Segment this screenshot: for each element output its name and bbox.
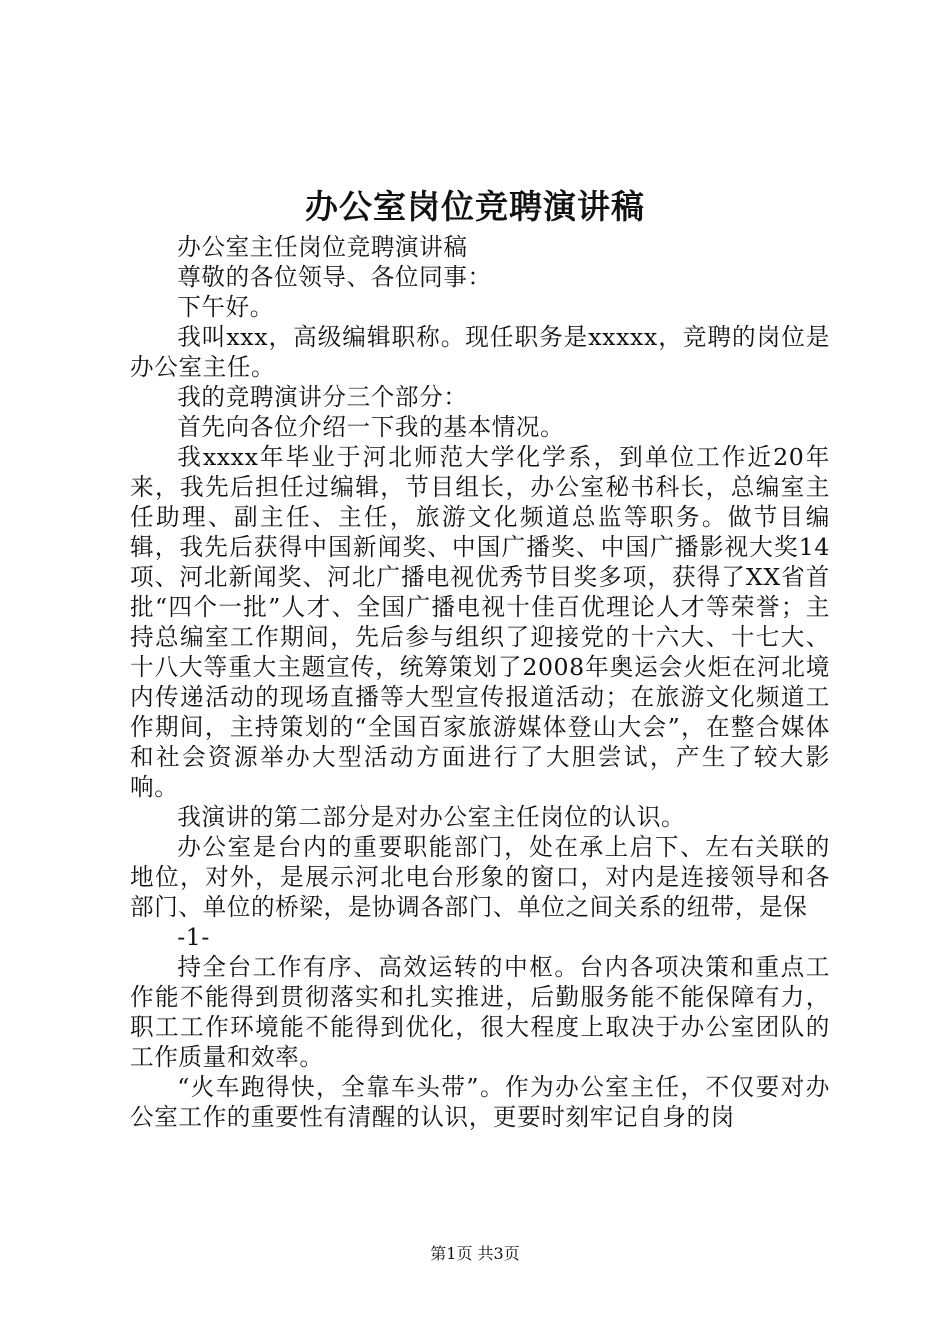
paragraph: 我xxxx年毕业于河北师范大学化学系，到单位工作近20年来，我先后担任过编辑，节目组长，办公室秘书科长，总编室主任助理、副主任、主任，旅游文化频道总监等职务。做节目编辑，我先后获得中国新闻奖、中国广播奖、中国广播影视大奖14项、河北新闻奖、河北广播电视优秀节目奖多项，获得了XX省首批“四个一批”人才、全国广播电视十佳百优理论人才等荣誉；主持总编室工作期间，先后参与组织了迎接党的十六大、十七大、十八大等重大主题宣传，统筹策划了2008年奥运会火炬在河北境内传递活动的现场直播等大型宣传报道活动；在旅游文化频道工作期间，主持策划的“全国百家旅游媒体登山大会”，在整合媒体和社会资源举办大型活动方面进行了大胆尝试，产生了较大影响。 <box>130 443 830 801</box>
paragraph: 我演讲的第二部分是对办公室主任岗位的认识。 <box>177 803 686 831</box>
paragraph: 首先向各位介绍一下我的基本情况。 <box>177 413 565 441</box>
paragraph: 我叫xxx，高级编辑职称。现任职务是xxxxx，竞聘的岗位是办公室主任。 <box>130 323 830 381</box>
page-number-marker: -1- <box>177 923 210 951</box>
document-title: 办公室岗位竞聘演讲稿 <box>305 187 645 226</box>
paragraph: 尊敬的各位领导、各位同事： <box>177 263 492 291</box>
paragraph: 持全台工作有序、高效运转的中枢。台内各项决策和重点工作能不能得到贯彻落实和扎实推进，后勤服务能不能保障有力，职工工作环境能不能得到优化，很大程度上取决于办公室团队的工作质量和效率。 <box>130 953 830 1071</box>
page-footer: 第1页 共3页 <box>430 1244 520 1263</box>
paragraph: 我的竞聘演讲分三个部分： <box>177 383 468 411</box>
paragraph: 办公室主任岗位竞聘演讲稿 <box>177 233 468 261</box>
paragraph: “火车跑得快，全靠车头带”。作为办公室主任，不仅要对办公室工作的重要性有清醒的认识，更要时刻牢记自身的岗 <box>130 1073 830 1131</box>
document-body <box>130 210 830 1132</box>
paragraph: 办公室是台内的重要职能部门，处在承上启下、左右关联的地位，对外，是展示河北电台形象的窗口，对内是连接领导和各部门、单位的桥梁，是协调各部门、单位之间关系的纽带，是保 <box>130 833 830 921</box>
paragraph: 下午好。 <box>177 293 274 321</box>
